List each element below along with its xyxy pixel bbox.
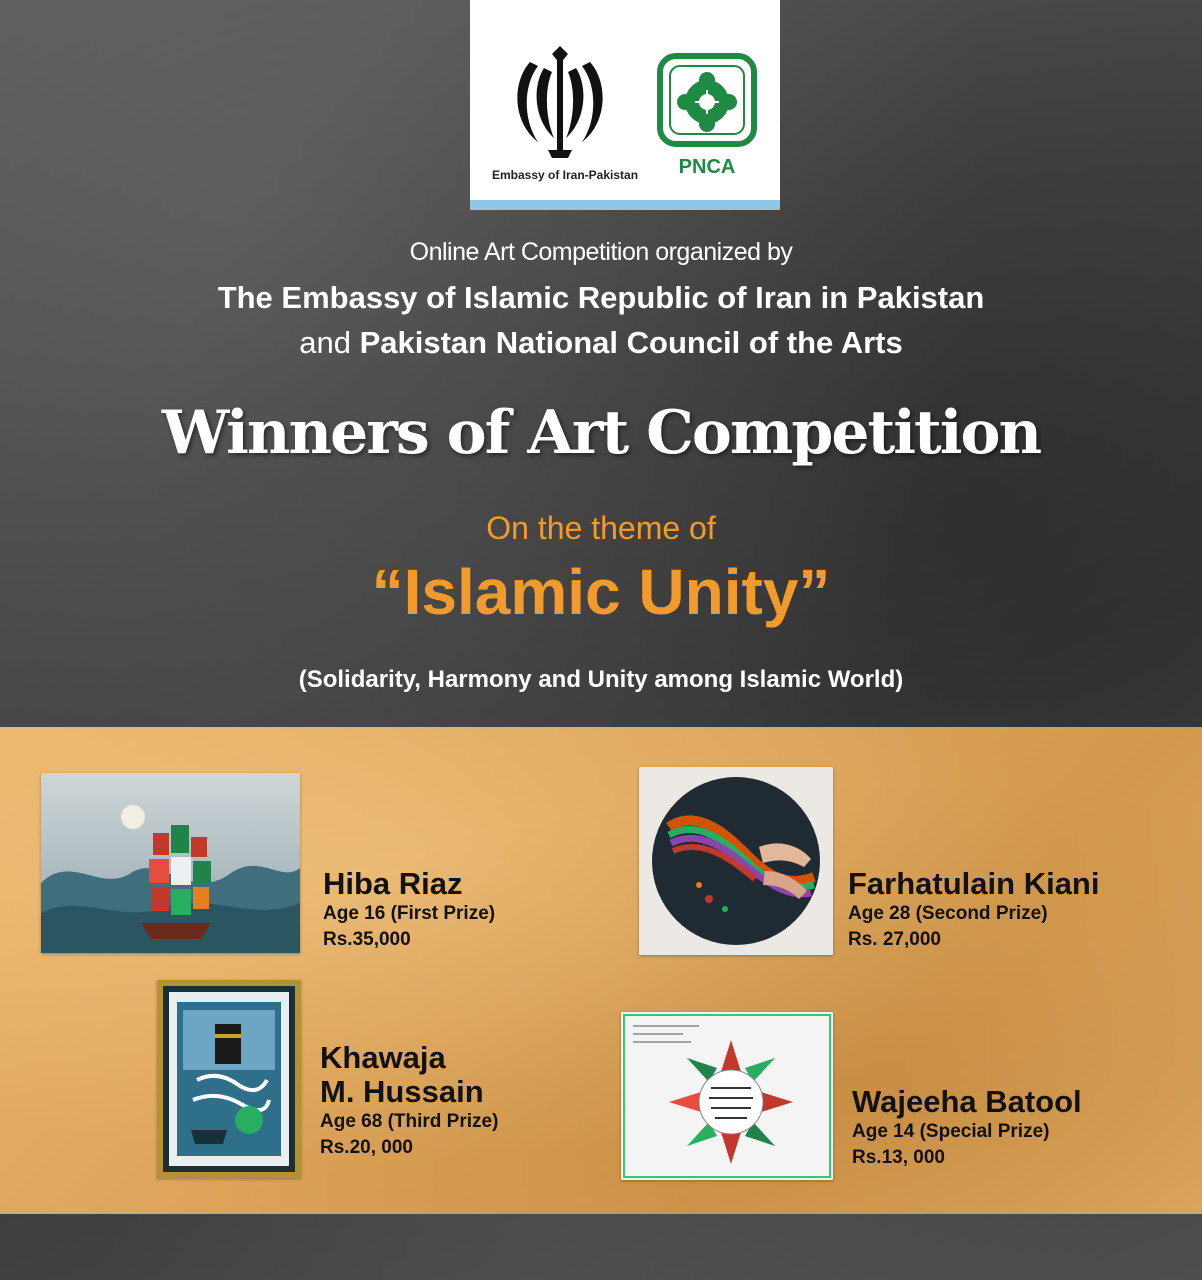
theme-lead: On the theme of — [486, 510, 716, 546]
theme-subtitle: (Solidarity, Harmony and Unity among Islamic World) — [298, 666, 904, 693]
page-title: Winners of Art Competition — [161, 398, 1041, 468]
logo-card — [470, 0, 780, 210]
embassy-caption: Embassy of Iran-Pakistan — [491, 168, 639, 182]
intro-text: Online Art Competition organized by — [409, 238, 793, 266]
organizer-pnca-line — [0, 325, 1202, 361]
artwork-kaaba-calligraphy — [157, 980, 301, 1178]
winner-4 — [852, 1085, 1082, 1170]
winners-panel — [0, 727, 1202, 1214]
winner-amount: Rs. 27,000 — [848, 928, 941, 950]
winner-name-line-1: Khawaja — [320, 1040, 446, 1075]
organizer-embassy: The Embassy of Islamic Republic of Iran in Pakistan — [217, 280, 985, 315]
winner-age-prize: Age 68 (Third Prize) — [320, 1111, 499, 1133]
organizer-prefix: and — [299, 325, 351, 360]
theme-title: “Islamic Unity” — [371, 556, 831, 628]
winner-amount: Rs.20, 000 — [320, 1136, 413, 1158]
pnca-caption: PNCA — [678, 156, 736, 178]
winner-3 — [320, 1041, 498, 1160]
winner-amount: Rs.35,000 — [323, 928, 411, 950]
winner-age-prize: Age 28 (Second Prize) — [848, 903, 1048, 925]
artwork-braided-hands — [639, 767, 833, 955]
artwork-ship-painting — [41, 773, 300, 953]
winner-2 — [848, 867, 1099, 952]
winner-name: Farhatulain Kiani — [848, 866, 1100, 901]
winner-name: Hiba Riaz — [323, 866, 463, 901]
organizer-pnca: Pakistan National Council of the Arts — [359, 325, 903, 360]
winner-age-prize: Age 16 (First Prize) — [323, 903, 496, 925]
artwork-flags-unity — [621, 1012, 833, 1180]
pnca-logo-icon — [656, 52, 758, 148]
winner-1 — [323, 867, 495, 952]
winner-name-line-2: M. Hussain — [320, 1074, 484, 1110]
winner-name: Wajeeha Batool — [852, 1084, 1082, 1119]
winner-amount: Rs.13, 000 — [852, 1146, 945, 1168]
winner-age-prize: Age 14 (Special Prize) — [852, 1121, 1050, 1143]
iran-emblem-icon — [508, 42, 612, 162]
